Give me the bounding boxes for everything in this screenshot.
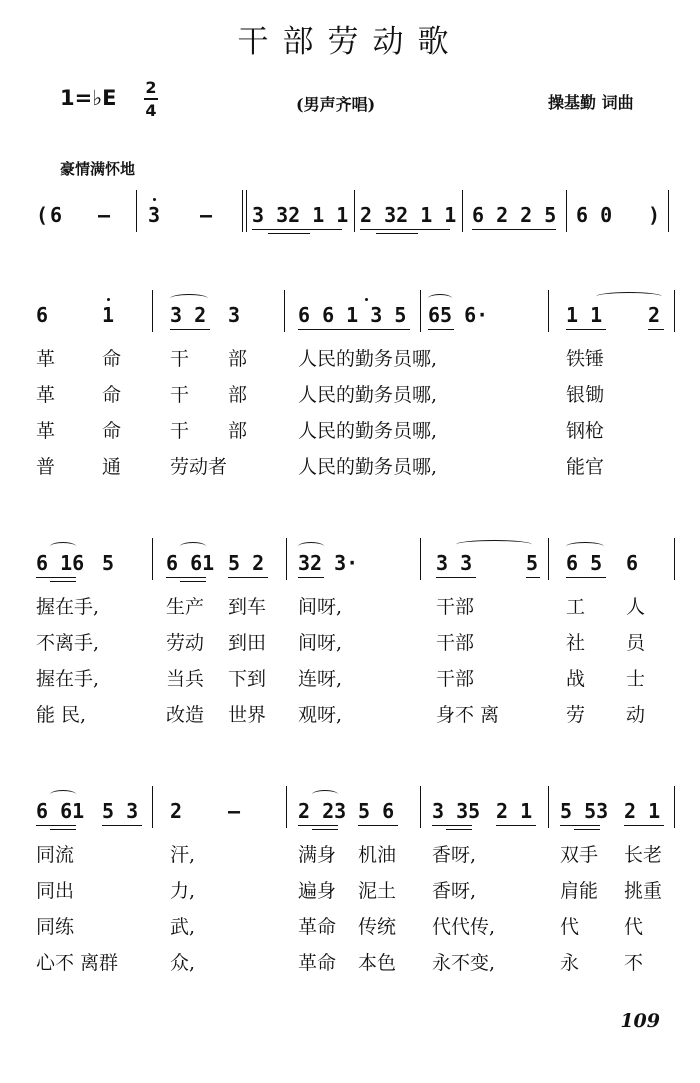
underline [228, 577, 268, 578]
underline [446, 829, 472, 830]
time-signature [142, 78, 160, 120]
note-group: 6 5 [566, 551, 603, 575]
lyric-syllable: 动 [626, 704, 646, 726]
note-group: 5 2 [228, 551, 265, 575]
lyric-syllable: 肩能 [560, 880, 599, 902]
lyric-syllable: 劳动者 [170, 456, 228, 478]
lyric-syllable: 到车 [228, 596, 267, 618]
system-2 [36, 538, 680, 736]
barline [284, 290, 285, 332]
key-signature: 1=♭E [60, 86, 117, 110]
underline [50, 829, 76, 830]
note-group: 6 61 [36, 799, 85, 823]
barline [136, 190, 137, 232]
underline [436, 577, 476, 578]
lyric-syllable: 人民的勤务员哪, [298, 348, 438, 370]
underline [648, 329, 664, 330]
note-group: 2 [648, 303, 661, 327]
barline [674, 538, 675, 580]
lyric-syllable: 能 民, [36, 704, 87, 726]
lyric-syllable: 命 [102, 384, 122, 406]
lyric-syllable: 战 [566, 668, 586, 690]
lyric-verse-2 [36, 628, 680, 664]
slur [428, 294, 452, 303]
lyric-syllable: 挑重 [624, 880, 663, 902]
lyric-syllable: 香呀, [432, 880, 477, 902]
note-group: 3 3 [436, 551, 473, 575]
note-group: 65 6· [428, 303, 489, 327]
note-group: 2 1 [496, 799, 533, 823]
high-dot [107, 298, 110, 301]
underline [526, 577, 540, 578]
note-group: 3 2 [170, 303, 207, 327]
slur [180, 542, 206, 551]
barline [242, 190, 243, 232]
note-group: 5 53 [560, 799, 609, 823]
lyric-syllable: 同流 [36, 844, 75, 866]
slur [298, 542, 324, 551]
slur [312, 790, 338, 799]
note-group: 2 23 [298, 799, 347, 823]
lyric-syllable: 铁锤 [566, 348, 605, 370]
voice-designation: (男声齐唱) [296, 95, 376, 114]
barline [548, 290, 549, 332]
system-1-notes [36, 290, 680, 344]
intro-note: 6 [50, 203, 63, 227]
barline [286, 786, 287, 828]
lyric-syllable: 部 [228, 384, 248, 406]
high-dot [153, 198, 156, 201]
lyric-syllable: 生产 [166, 596, 205, 618]
lyric-verse-1 [36, 344, 680, 380]
lyric-verse-1 [36, 592, 680, 628]
lyric-verse-3 [36, 912, 680, 948]
note-group: 5 3 [102, 799, 139, 823]
lyric-syllable: 长老 [624, 844, 663, 866]
lyric-syllable: 众, [170, 952, 196, 974]
lyric-syllable: 干 [170, 348, 190, 370]
slur [50, 542, 76, 551]
lyric-syllable: 本色 [358, 952, 397, 974]
time-signature-bottom: 4 [145, 101, 157, 120]
underline [180, 581, 206, 582]
underline [472, 229, 556, 230]
intro-note: 6 2 2 5 [472, 203, 557, 227]
lyric-syllable: 连呀, [298, 668, 343, 690]
lyric-syllable: 革命 [298, 916, 337, 938]
page-number: 109 [620, 1010, 660, 1032]
underline [432, 825, 472, 826]
note-group: 3 [228, 303, 241, 327]
intro-notes [36, 190, 680, 244]
tempo-marking: 豪情满怀地 [60, 160, 136, 178]
system-2-lyrics [36, 592, 680, 736]
note-group: — [228, 799, 241, 823]
lyric-syllable: 双手 [560, 844, 599, 866]
note-group: 6 [626, 551, 639, 575]
underline [298, 329, 410, 330]
intro-note: 3 [148, 203, 161, 227]
lyric-syllable: 普 [36, 456, 56, 478]
intro-line [36, 190, 680, 244]
barline [462, 190, 463, 232]
underline [170, 329, 210, 330]
note-group: 6 6 1 3 5 [298, 303, 407, 327]
underline [496, 825, 536, 826]
lyric-syllable: 身不 离 [436, 704, 500, 726]
author-credit: 操基勤 词曲 [548, 93, 634, 112]
underline [36, 577, 76, 578]
lyric-syllable: 代代传, [432, 916, 496, 938]
lyric-syllable: 观呀, [298, 704, 343, 726]
note-group: 6 16 [36, 551, 85, 575]
barline [420, 538, 421, 580]
barline [548, 786, 549, 828]
lyric-syllable: 人民的勤务员哪, [298, 420, 438, 442]
underline [298, 577, 324, 578]
lyric-syllable: 当兵 [166, 668, 205, 690]
lyric-syllable: 不 [624, 952, 644, 974]
lyric-syllable: 干部 [436, 596, 475, 618]
slur [50, 790, 76, 799]
note-group: 2 1 [624, 799, 661, 823]
note-group: 1 1 [566, 303, 603, 327]
underline [624, 825, 664, 826]
barline [548, 538, 549, 580]
slur [596, 292, 662, 301]
system-3-notes [36, 786, 680, 840]
barline [674, 290, 675, 332]
lyric-syllable: 革 [36, 420, 56, 442]
underline [252, 229, 342, 230]
lyric-syllable: 社 [566, 632, 586, 654]
lyric-syllable: 不离手, [36, 632, 100, 654]
lyric-syllable: 干部 [436, 632, 475, 654]
underline [36, 825, 76, 826]
underline [574, 829, 600, 830]
underline [360, 229, 450, 230]
slur [170, 294, 208, 303]
barline [420, 786, 421, 828]
barline [566, 190, 567, 232]
lyric-syllable: 永 [560, 952, 580, 974]
note-group: 5 6 [358, 799, 395, 823]
intro-note: — [200, 203, 213, 227]
lyric-syllable: 革 [36, 348, 56, 370]
lyric-syllable: 遍身 [298, 880, 337, 902]
underline [566, 329, 606, 330]
lyric-syllable: 机油 [358, 844, 397, 866]
lyric-syllable: 握在手, [36, 596, 100, 618]
lyric-syllable: 钢枪 [566, 420, 605, 442]
note-group: 3 35 [432, 799, 481, 823]
barline [152, 786, 153, 828]
lyric-syllable: 人民的勤务员哪, [298, 456, 438, 478]
time-signature-top: 2 [145, 78, 157, 97]
lyric-syllable: 人民的勤务员哪, [298, 384, 438, 406]
lyric-syllable: 力, [170, 880, 196, 902]
lyric-syllable: 握在手, [36, 668, 100, 690]
lyric-syllable: 满身 [298, 844, 337, 866]
lyric-verse-2 [36, 876, 680, 912]
lyric-syllable: 到田 [228, 632, 267, 654]
note-group: 5 [102, 551, 115, 575]
underline [358, 825, 398, 826]
underline [560, 825, 600, 826]
lyric-syllable: 代 [560, 916, 580, 938]
barline [152, 290, 153, 332]
system-2-notes [36, 538, 680, 592]
intro-note: — [98, 203, 111, 227]
system-1 [36, 290, 680, 488]
underline [566, 577, 606, 578]
lyric-syllable: 改造 [166, 704, 205, 726]
lyric-syllable: 泥土 [358, 880, 397, 902]
system-1-lyrics [36, 344, 680, 488]
barline [420, 290, 421, 332]
underline [298, 825, 338, 826]
barline [286, 538, 287, 580]
underline [268, 233, 310, 234]
barline [668, 190, 669, 232]
slur [456, 540, 532, 549]
lyric-syllable: 干部 [436, 668, 475, 690]
lyric-syllable: 革 [36, 384, 56, 406]
lyric-syllable: 干 [170, 420, 190, 442]
note-group: 5 [526, 551, 539, 575]
lyric-syllable: 革命 [298, 952, 337, 974]
underline [428, 329, 454, 330]
lyric-syllable: 命 [102, 420, 122, 442]
note-group: 32 3· [298, 551, 359, 575]
lyric-syllable: 同练 [36, 916, 75, 938]
high-dot [365, 298, 368, 301]
lyric-syllable: 士 [626, 668, 646, 690]
barline [674, 786, 675, 828]
note-group: 1 [102, 303, 115, 327]
lyric-verse-3 [36, 416, 680, 452]
lyric-syllable: 传统 [358, 916, 397, 938]
lyric-verse-2 [36, 380, 680, 416]
lyric-verse-3 [36, 664, 680, 700]
lyric-syllable: 劳动 [166, 632, 205, 654]
lyric-syllable: 永不变, [432, 952, 496, 974]
intro-note: 6 0 [576, 203, 613, 227]
lyric-syllable: 干 [170, 384, 190, 406]
lyric-verse-1 [36, 840, 680, 876]
note-group: 6 61 [166, 551, 215, 575]
lyric-syllable: 世界 [228, 704, 267, 726]
lyric-syllable: 人 [626, 596, 646, 618]
lyric-verse-4 [36, 452, 680, 488]
underline [166, 577, 206, 578]
system-3-lyrics [36, 840, 680, 984]
lyric-syllable: 香呀, [432, 844, 477, 866]
note-group: 2 [170, 799, 183, 823]
lyric-syllable: 劳 [566, 704, 586, 726]
lyric-syllable: 银锄 [566, 384, 605, 406]
lyric-verse-4 [36, 700, 680, 736]
barline [354, 190, 355, 232]
note-group: 6 [36, 303, 49, 327]
lyric-syllable: 心不 离群 [36, 952, 119, 974]
lyric-syllable: 武, [170, 916, 196, 938]
barline [246, 190, 247, 232]
lyric-syllable: 汗, [170, 844, 196, 866]
lyric-syllable: 工 [566, 596, 586, 618]
system-3 [36, 786, 680, 984]
lyric-syllable: 部 [228, 348, 248, 370]
underline [50, 581, 76, 582]
lyric-syllable: 下到 [228, 668, 267, 690]
intro-close-paren: ) [648, 203, 661, 227]
page-title: 干部劳动歌 [237, 24, 463, 60]
lyric-syllable: 命 [102, 348, 122, 370]
lyric-syllable: 能官 [566, 456, 605, 478]
intro-note: 3 32 1 1 [252, 203, 349, 227]
lyric-syllable: 员 [626, 632, 646, 654]
slur [566, 542, 604, 551]
lyric-syllable: 代 [624, 916, 644, 938]
lyric-syllable: 间呀, [298, 632, 343, 654]
lyric-syllable: 间呀, [298, 596, 343, 618]
intro-open-paren: ( [36, 203, 49, 227]
barline [152, 538, 153, 580]
lyric-syllable: 同出 [36, 880, 75, 902]
underline [376, 233, 418, 234]
lyric-syllable: 通 [102, 456, 122, 478]
underline [102, 825, 142, 826]
lyric-verse-4 [36, 948, 680, 984]
lyric-syllable: 部 [228, 420, 248, 442]
intro-note: 2 32 1 1 [360, 203, 457, 227]
underline [312, 829, 338, 830]
